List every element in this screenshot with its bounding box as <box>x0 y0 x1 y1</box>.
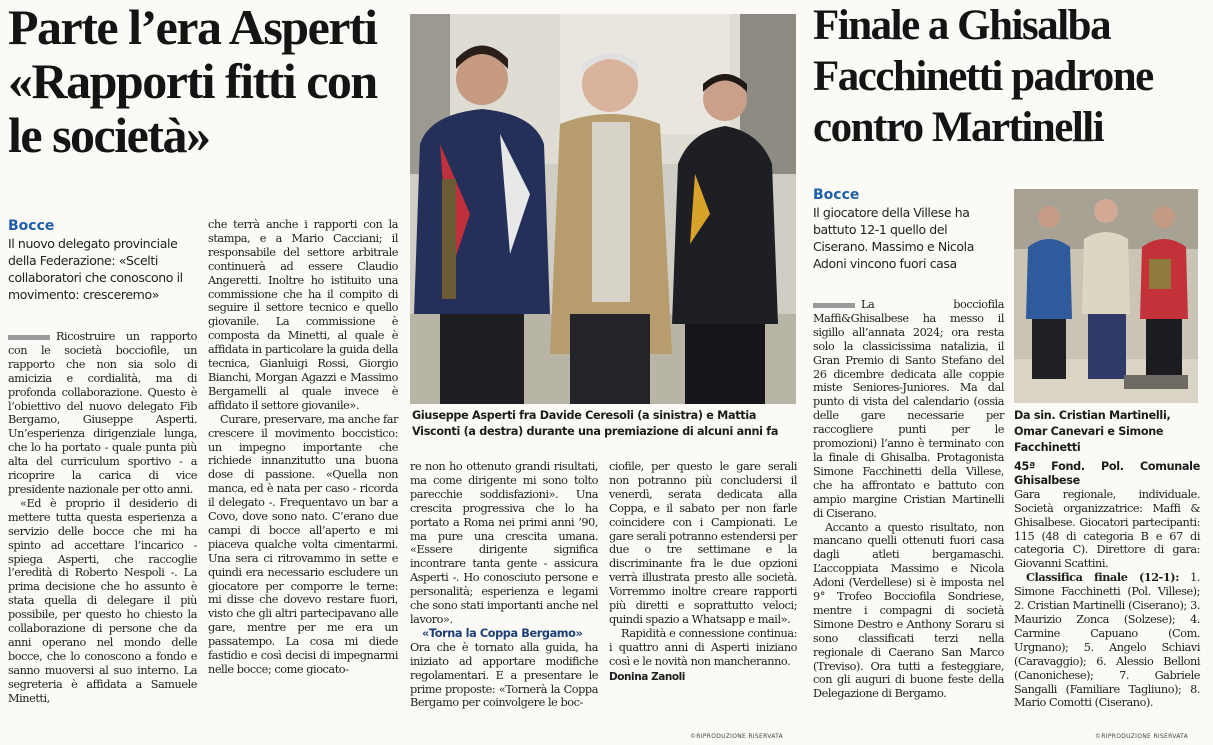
right-summary: Il giocatore della Villese ha battuto 12-1 quello del Ciserano. Massimo e Nicola Adoni vincono fuori casa <box>813 205 974 271</box>
results-info: Gara regionale, individuale. Società organizzatrice: Maffi & Ghisalbese. Giocatori partecipanti: 115 (48 di categoria B e 67 di categoria C). Direttore di gara: Giovanni Scattini. <box>1014 487 1200 571</box>
right-section-tag: Bocce <box>813 187 860 203</box>
ghisalba-photo-caption: Da sin. Cristian Martinelli, Omar Canevari e Simone Facchinetti <box>1014 409 1171 454</box>
standings <box>1014 571 1200 710</box>
left-col1-p1: Ricostruire un rapporto con le società bocciofile, un rapporto che non sia solo di amicizia e cordialità, ma di profonda collaborazione. Questo è l’obiettivo del nuovo delegato Fib Bergamo, Giuseppe Asperti. Un’esperienza dirigenziale lunga, che lo ha portato - quale punta più alta del curriculum sportivo - a ricoprire la carica di vice presidente nazionale per otto anni. <box>8 330 197 496</box>
left-section-tag: Bocce <box>8 218 55 234</box>
right-col-2 <box>1014 460 1200 710</box>
left-copyright: ©RIPRODUZIONE RISERVATA <box>690 733 784 740</box>
author: Donina Zanoli <box>609 670 685 683</box>
left-summary: Il nuovo delegato provinciale della Federazione: «Scelti collaboratori che conoscono il movimento: cresceremo» <box>8 236 183 302</box>
asperti-photo-caption: Giuseppe Asperti fra Davide Ceresoli (a sinistra) e Mattia Visconti (a destra) durante una premiazione di alcuni anni fa <box>412 409 779 438</box>
lead-bar <box>8 335 50 340</box>
left-col4-p1: ciofile, per questo le gare serali non potranno più concludersi il venerdì, serata dedicata alla Coppa, e il sabato per non farle coincidere con i Campionati. Le gare serali potranno estendersi per due o tre settimane e la discriminante fra le due opzioni verrà illustrata presto alle società. Vorremmo inoltre creare rapporti più diretti e soprattutto veloci; quindi spazio a Whatsapp e mail». <box>609 460 797 626</box>
asperti-photo <box>410 14 796 404</box>
left-deck <box>8 218 198 303</box>
right-copyright: ©RIPRODUZIONE RISERVATA <box>1095 733 1189 740</box>
players-photo-image <box>1014 189 1198 403</box>
right-deck <box>813 187 1003 272</box>
right-headline: Finale a Ghisalba Facchinetti padrone contro Martinelli <box>813 2 1153 151</box>
left-col2-p2: Curare, preservare, ma anche far crescere il movimento boccistico: un impegno importante che richiede innanzitutto una buona dose di passione. «Quella non manca, ed è nata per caso - ricorda il delegato -. Frequentavo un bar a Covo, dove sono nato. C’erano due campi di bocce all’aperto e mi piaceva qualche volta cimentarmi. Una sera ci ritrovammo in sette e quindi era necessario escludere un giocatore per comporre le terne: mi disse che dovevo restare fuori, visto che gli altri partecipavano alle gare, mentre per me era un passatempo. La cosa mi diede fastidio e così decisi di impegnarmi nelle bocce; come giocato- <box>208 412 398 676</box>
left-col1-p2: «Ed è proprio il desiderio di mettere tutta questa esperienza a servizio delle bocce che mi ha spinto ad accettare l’incarico - spiega Asperti, che raccoglie l’eredità di Roberto Nespoli -. La prima decisione che ho assunto è stata quella di delegare il più possibile, per questo ho chiesto la collaborazione di persone che da anni operano nel mondo delle bocce, che lo conoscono a fondo e sanno muoversi al suo interno. La segreteria è affidata a Samuele Minetti, <box>8 496 197 705</box>
left-col2-p1: che terrà anche i rapporti con la stampa, e a Mario Cacciani; il responsabile del settore arbitrale continuerà ad essere Claudio Angeretti. Inoltre ho istituito una commissione che ha il compito di seguire il settore tecnico e quello giovanile. La commissione è composta da Minetti, al quale è affidata in particolare la guida della tecnica, Gianluigi Rossi, Giorgio Bianchi, Morgan Agazzi e Massimo Bergamelli al quale invece è affidato il settore giovanile». <box>208 218 398 412</box>
left-headline: Parte l’era Asperti «Rapporti fitti con le società» <box>8 0 377 163</box>
results-title: 45ª Fond. Pol. Comunale Ghisalbese <box>1014 460 1200 487</box>
left-col-1 <box>8 330 197 705</box>
right-col1-p2: Accanto a questo risultato, non mancano quelli ottenuti fuori casa dagli atleti bergamaschi. L’accoppiata Massimo e Nicola Adoni (Verdellese) si è imposta nel 9° Trofeo Bocciofila Sondriese, mentre i compagni di società Simone Destro e Anthony Soraru si sono classificati terzi nella regionale di Caerano San Marco (Treviso). Ora tutti a festeggiare, con gli auguri di buone feste della Delegazione di Bergamo. <box>813 520 1004 701</box>
left-col3-p1: re non ho ottenuto grandi risultati, ma come dirigente mi sono tolto parecchie soddisfazioni». Una crescita progressiva che lo ha portato a Roma nei primi anni ’90, ma pure una crescita umana. «Essere dirigente significa incontrare tanta gente - assicura Asperti -. Ho conosciuto persone e personalità; esperienza e legami che sono stati importanti anche nel lavoro». <box>410 460 598 626</box>
left-col4-p2: Rapidità e connessione continua: i quattro anni di Asperti iniziano così e le novità non mancheranno. <box>609 626 797 668</box>
left-col-3 <box>410 460 598 710</box>
left-col-4 <box>609 460 797 685</box>
left-col3-p2: Ora che è tornato alla guida, ha iniziato ad apportare modifiche regolamentari. E a presentare le prime proposte: «Tornerà la Coppa Bergamo per coinvolgere le boc- <box>410 640 598 710</box>
standings-label: Classifica finale (12-1): <box>1026 570 1179 585</box>
right-col-1 <box>813 298 1004 701</box>
standings-text: 1. Simone Facchinetti (Pol. Villese); 2. Cristian Martinelli (Ciserano); 3. Maurizio Zonca (Solzese); 4. Carmine Capuano (Com. Urgnano); 5. Angelo Schiavi (Caravaggio); 6. Alessio Belloni (Canonichese); 7. Gabriele Sangalli (Familiare Tagliuno); 8. Mario Comotti (Ciserano). <box>1014 571 1200 710</box>
award-photo-image <box>410 14 796 404</box>
left-col3-subhead: «Torna la Coppa Bergamo» <box>422 626 583 640</box>
left-col-2 <box>208 218 398 677</box>
right-col1-p1: La bocciofila Maffi&Ghisalbese ha messo il sigillo all’annata 2024; ora resta solo la classicissima natalizia, il Gran Premio di Santo Stefano del 26 dicembre dedicata alle coppie miste Seniores-Juniores. Ma dal punto di vista del calendario (ossia delle gare necessarie per raccogliere punti per le promozioni) l’anno è terminato con la finale di Ghisalba. Protagonista Simone Facchinetti della Villese, che ha affrontato e battuto con ampio margine Cristian Martinelli di Ciserano. <box>813 298 1004 520</box>
lead-bar <box>813 303 855 308</box>
ghisalba-photo <box>1014 189 1198 403</box>
